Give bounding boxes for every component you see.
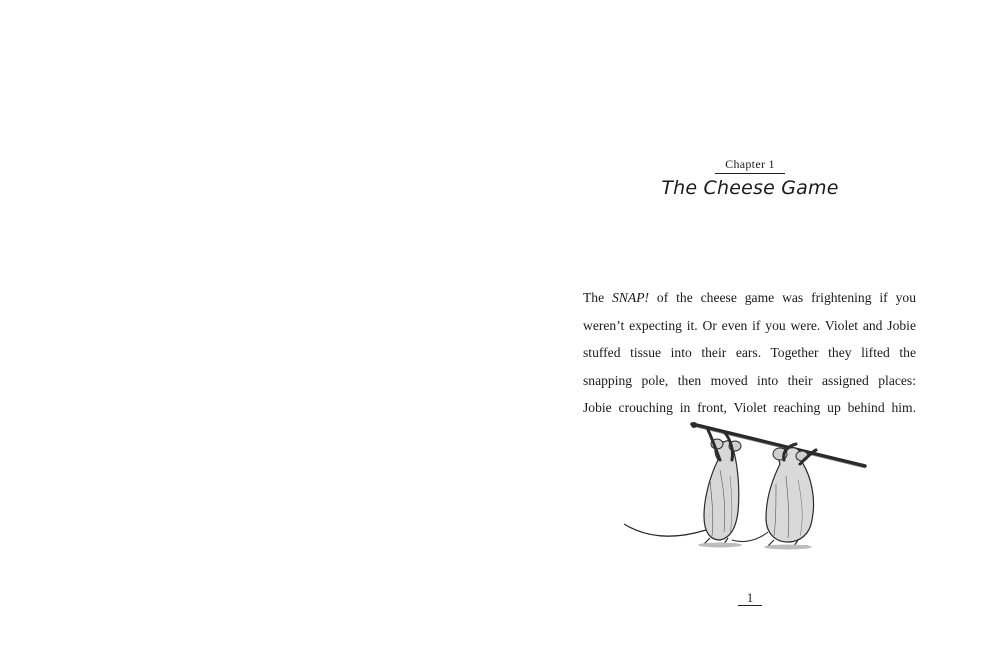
chapter-label: Chapter 1 bbox=[725, 157, 775, 171]
body-line-3: stuffed tissue into their ears. Together they lifted the bbox=[583, 345, 916, 361]
body-line-5: Jobie crouching in front, Violet reaching up behind him. bbox=[583, 400, 916, 416]
shadow-right bbox=[764, 545, 812, 550]
shadow-left bbox=[698, 543, 742, 548]
mouse-jobie bbox=[732, 444, 816, 546]
snap-emphasis: SNAP! bbox=[612, 290, 650, 305]
chapter-title: The Cheese Game bbox=[661, 177, 839, 199]
mouse-violet bbox=[624, 430, 741, 544]
chapter-rule bbox=[715, 173, 785, 174]
mice-carrying-pole-illustration bbox=[620, 420, 870, 550]
page-number: 1 bbox=[746, 590, 754, 605]
body-line-1 bbox=[583, 284, 916, 312]
page-number-rule bbox=[738, 605, 762, 606]
right-page bbox=[500, 0, 1000, 646]
pole-end bbox=[691, 422, 697, 428]
body-line-1-pre: The bbox=[583, 290, 613, 305]
body-line-2: weren’t expecting it. Or even if you were. Violet and Jobie bbox=[583, 317, 916, 333]
body-line-4: snapping pole, then moved into their assigned places: bbox=[583, 372, 916, 388]
body-paragraph bbox=[583, 284, 916, 422]
body-line-1-post: of the cheese game was frightening if you bbox=[649, 290, 916, 305]
